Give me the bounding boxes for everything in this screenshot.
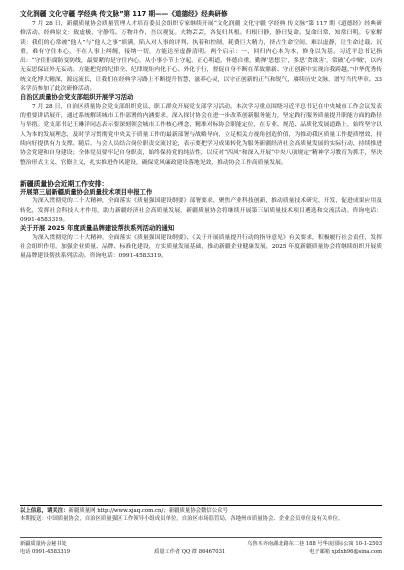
footer-distribution-label: 本期报送： bbox=[20, 515, 47, 522]
item-text: 为深入贯彻党的二十大精神，全面落实《质量强国建设纲要》、《关于开展质量提升行动的指导意见》有关要求，积极履行社会责任，发挥社会组织作用，加强企业质量、品牌、标准化建设，方实质量发展基础，推动新疆企业健康发展，2025 年度新疆质量协会将继续组织开展质量品牌建设帮扶系列活动。咨询电话：0991-4583319。 bbox=[20, 234, 382, 260]
divider bbox=[20, 505, 382, 506]
divider bbox=[20, 537, 382, 538]
office-info bbox=[20, 540, 382, 556]
upcoming-work-section bbox=[20, 180, 382, 262]
office-phone: 电话 0991-4583319 bbox=[20, 549, 71, 555]
office-address: 乌鲁木齐南湖北路东二巷 188 号华凌国际公寓 10-1-2503 bbox=[247, 541, 382, 547]
footer-block bbox=[20, 508, 382, 524]
article-dao-de-jing bbox=[20, 10, 382, 94]
newsletter-body bbox=[20, 10, 382, 262]
footer-distribution-text: 中国质量协会，自治区质量强区工作领导小组成员单位，自治区市场监管局，各地州市质量协会、企业会员单位及有关单位。 bbox=[46, 515, 344, 522]
section-heading: 新疆质量协会近期工作安排： bbox=[20, 179, 109, 188]
article-title: 自治区质量协会党支部组织开展学习活动 bbox=[20, 94, 134, 102]
item-title: 关于开展 2025 年度质量品牌建设帮扶系列活动的通知 bbox=[20, 225, 175, 233]
article-title: 文化润疆 文化守疆 学经典 传文脉”第 117 期——《道德经》经典研修 bbox=[20, 10, 228, 18]
footer-follow-text: 新疆质量网 http://www.xjaq.com.cn/；新疆质量协会微信公众号 bbox=[68, 508, 228, 514]
article-paragraph: 7 月 28 日，新疆质量协会质量管理人才培育委员会组织专家继续开展“文化润疆 文化守疆 学经典 传文脉”第 117 期《道德经》经典研修活动。经典原文：致虚极，守静笃。万物并作，吾以观复。夫物芸芸，各复归其根。归根曰静，静曰复命。复命曰常，知常曰明。专家解读：我们的心常被“他人”与“他人之事”填满，陷入对人事的评判、执着和控制，耗费巨大精力，挤占生命空间，难以虚静，让生命过载、沉重，难有守住本心，不在人事上纠缠，接纳一切，方能达至虚静清明。两个启示：一、回归内心本为本，修身以为基。习近平总书记指出：“守住拒腐防变防线，最要紧的是守住内心，从小事小节上守起，正心明道，怀德自重，勤掸‘思想尘’，多思‘贪欲害’，常破‘心中贼’，以内无妄思保证外无妄动。方能把党的纪律全、纪律规矩内化于心、外化于行，督促自身不断在革故鼎新、守正创新中实现自我跨越。”中华优秀传统文化博大精深，源远流长，让我们在经典学习路上不断提升智慧，滋养心灵，以守正创新的正气和锐气，赓续历史文脉，谱写当代华章。33 名学员参加了此次研修活动。 bbox=[20, 21, 382, 93]
article-party-branch-study bbox=[20, 94, 382, 168]
office-row-1 bbox=[20, 540, 382, 548]
footer-follow-line bbox=[20, 508, 382, 516]
office-email: 电子邮箱 xjzlxh96@sina.com bbox=[309, 549, 382, 555]
office-qq: 质量工作者 QQ 群 86467031 bbox=[154, 549, 226, 555]
office-row-2 bbox=[20, 548, 382, 556]
office-org: 新疆质量协会秘书处 bbox=[20, 541, 67, 547]
footer-distribution-line bbox=[20, 516, 382, 524]
article-paragraph: 7 月 28 日，自治区质量协会党支部组织党员、职工群众开展党支部学习活动。本次学习重点围绕习近平总书记在中央城市工作会议发表的重要讲话展开，通过系统解读城市工作部署的内涵要求，深入探讨协会在进一步改革创新服务能力，坚定践行服务质量提升职能方面的路径与举措。党支部书记王琳洋同志表示要深刻领会城市工作核心理念，精准对标协会职能定位，在专业、规范、品质化发展道路上，始终坚守以人为本的发展理念，及时学习贯彻党中央关于质量工作的最新部署与战略导向，立足相关方视角创造价值，为推动我区质量工作提质增效、持续向好提供有力支撑。随后，与会人员结合岗位职责交流讨论，表示要把学习成果转化为服务新疆经济社会高质量发展的实际行动，持续推进协会党建和自身建设；全体党员要牢记自身职责，始终保持党的纯洁性，以反对“四风”和深入开展“中央八项规定”精神学习教育为抓手，坚决整治形式主义、官僚主义，扎实推进作风建设，确保党风廉政建设落地见效，推动协会工作高质量发展。 bbox=[20, 103, 382, 166]
item-title: 开展第三届新疆质量协会质量技术项目申报工作 bbox=[20, 188, 153, 196]
item-text: 为深入贯彻党的二十大精神，全面落实《质量强国建设纲要》部署要求，聚焦产业科技创新，推动质量技术研究、开发，促进成果应用及转化，发挥社会科技人才作用，助力新疆经济社会高质量发展，新疆质量协会将继续开展第三届质量技术项目遴选和交流活动。咨询电话：0991-4583319。 bbox=[20, 198, 382, 224]
footer-follow-label: 以上信息，请关注： bbox=[20, 508, 69, 514]
